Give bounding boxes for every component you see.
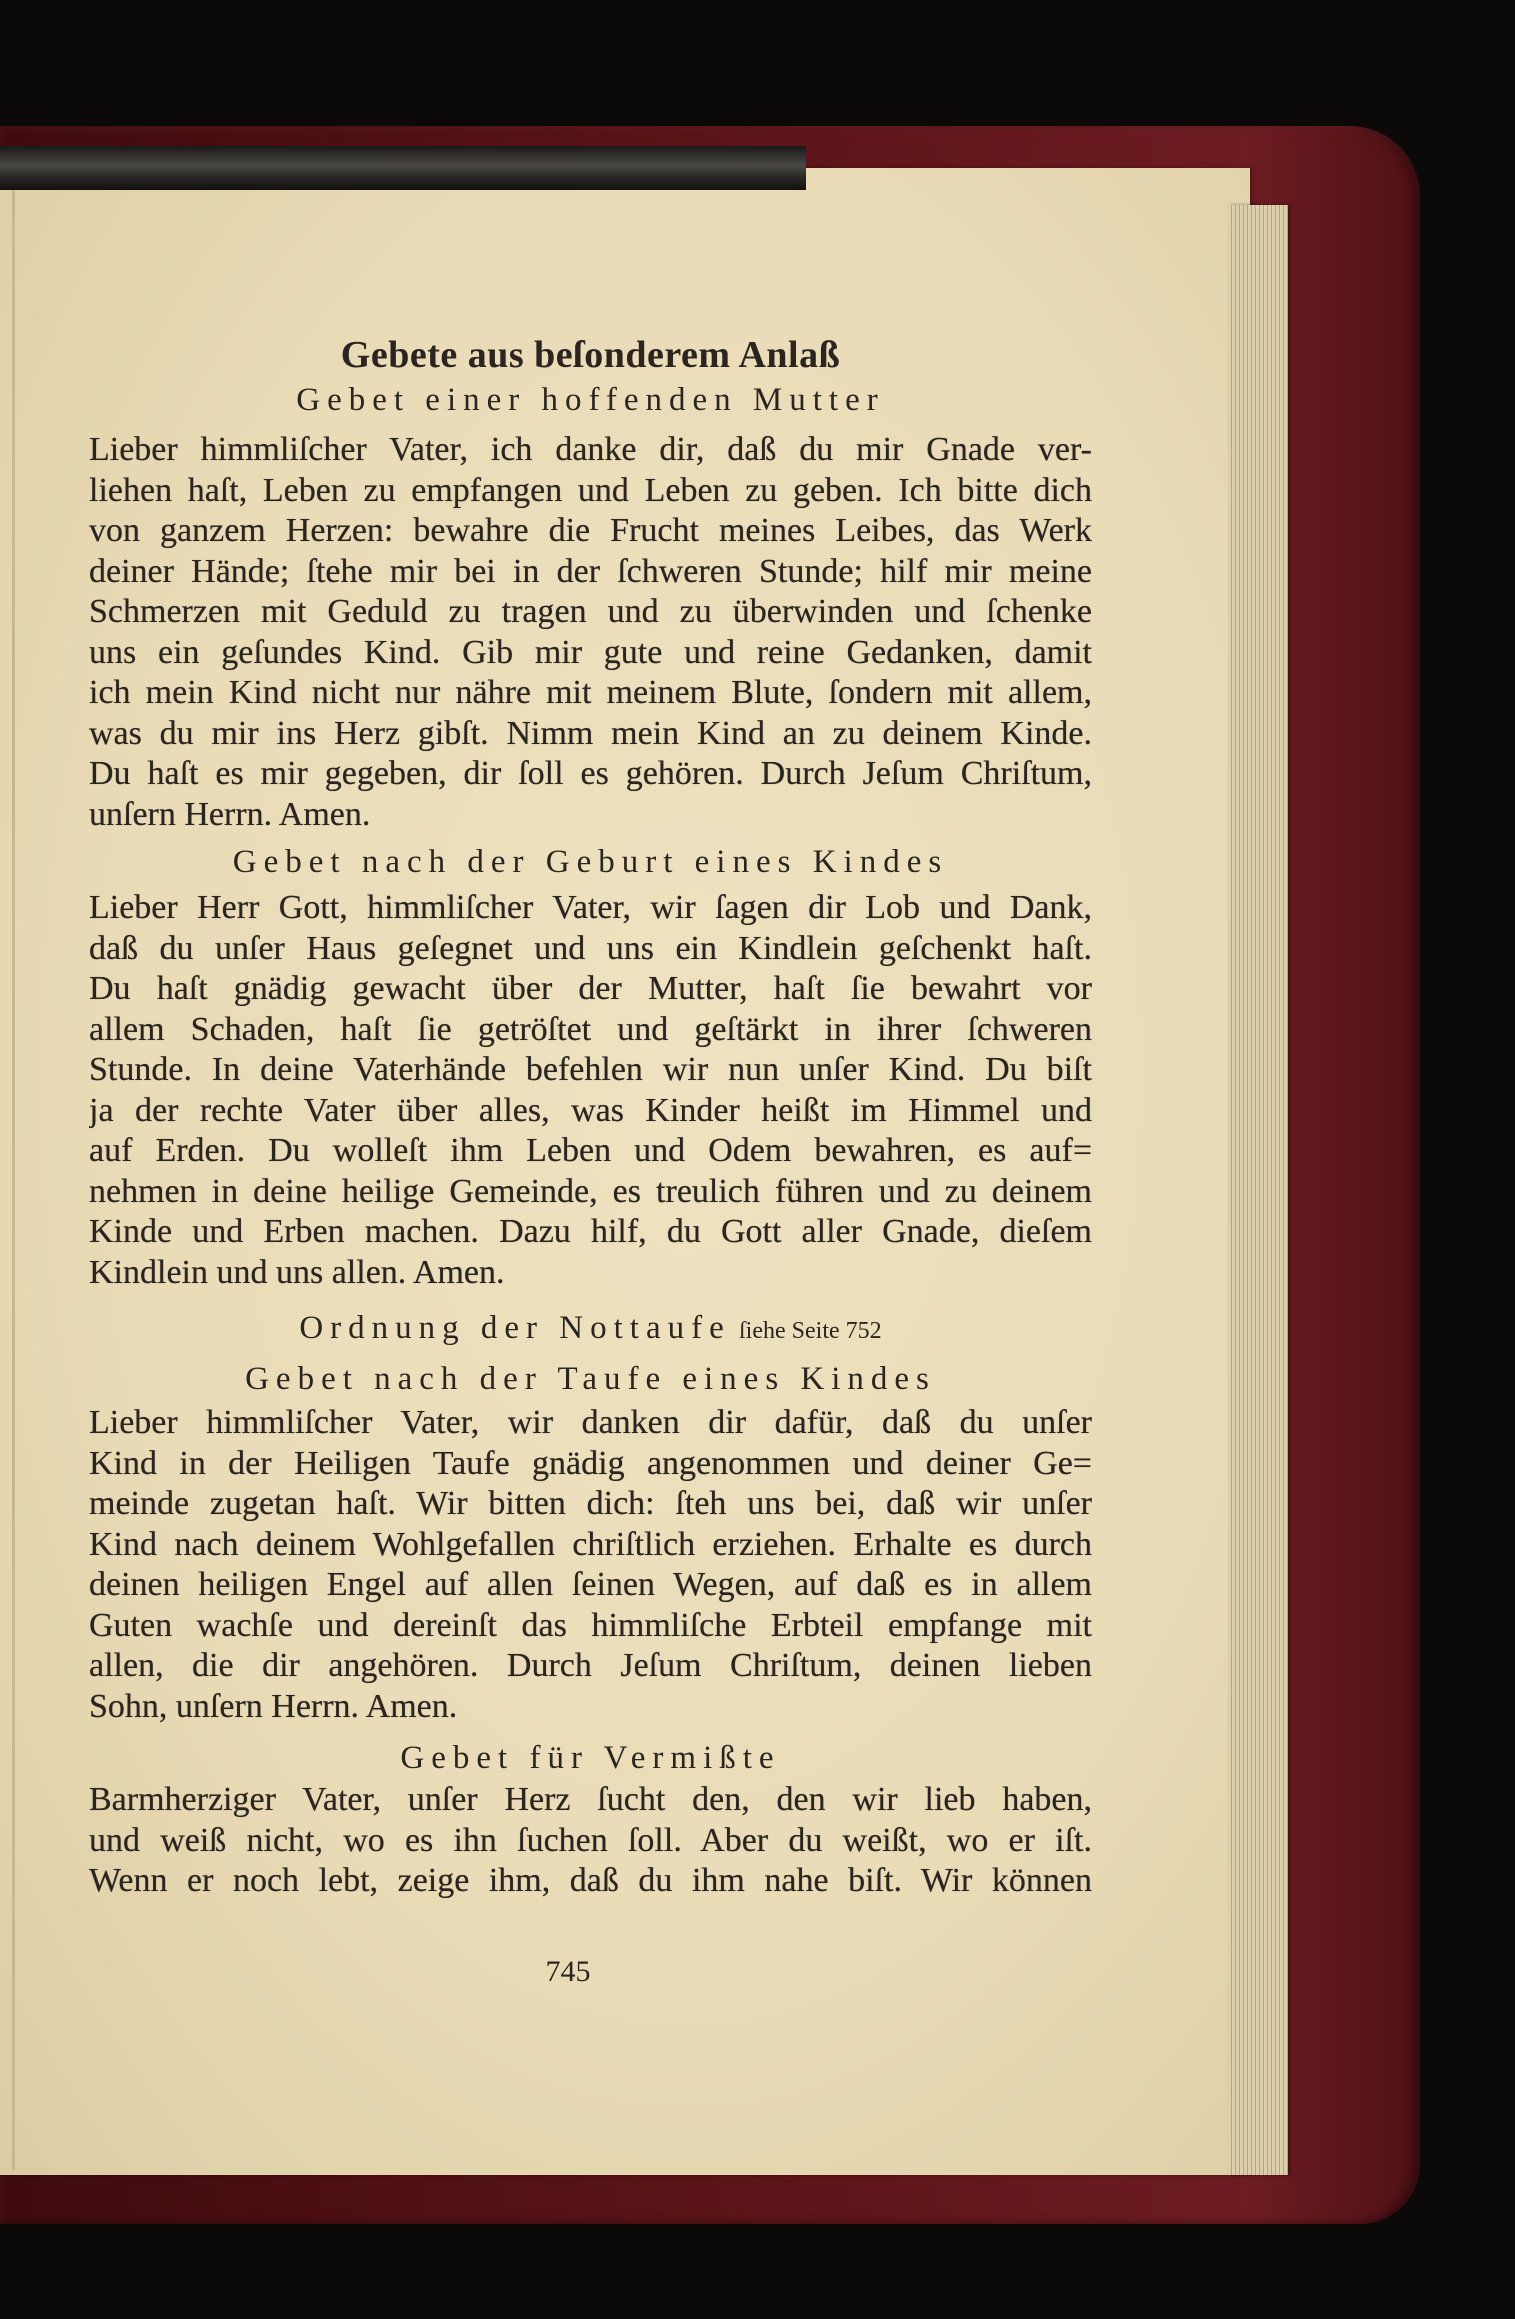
text-line: Kind nach deinem Wohlgefallen chriſtlich erziehen. Erhalte es durch <box>89 1525 1092 1563</box>
text-line: unſern Herrn. Amen. <box>89 795 371 833</box>
section-title <box>89 1738 1092 1779</box>
section-title-text: Gebet nach der Taufe eines Kindes <box>245 1361 936 1397</box>
section-title-block <box>89 380 1092 421</box>
prayer-paragraph <box>89 1403 1092 1727</box>
text-line: uns ein geſundes Kind. Gib mir gute und reine Gedanken, damit <box>89 633 1092 671</box>
text-line: Barmherziger Vater, unſer Herz ſucht den, den wir lieb haben, <box>89 1781 1092 1818</box>
nottaufe-reference <box>89 1308 1092 1349</box>
section-title-text: Gebet einer hoffenden Mutter <box>296 382 885 418</box>
text-line: daß du unſer Haus geſegnet und uns ein Kindlein geſchenkt haſt. <box>89 929 1092 967</box>
page-reference: ſiehe Seite 752 <box>739 1318 882 1344</box>
text-line: meinde zugetan haſt. Wir bitten dich: ſteh uns bei, daß wir unſer <box>89 1485 1092 1522</box>
text-line: Wenn er noch lebt, zeige ihm, daß du ihm nahe biſt. Wir können <box>89 1862 1092 1899</box>
section-title <box>89 1359 1092 1400</box>
text-line: deiner Hände; ſtehe mir bei in der ſchweren Stunde; hilf mir meine <box>89 552 1092 590</box>
page-number: 745 <box>545 1955 591 1988</box>
text-line: ja der rechte Vater über alles, was Kinder heißt im Himmel und <box>89 1091 1092 1129</box>
page-gutter <box>12 190 15 2170</box>
text-line: Lieber Herr Gott, himmliſcher Vater, wir ſagen dir Lob und Dank, <box>89 889 1092 926</box>
text-line: Lieber himmliſcher Vater, wir danken dir dafür, daß du unſer <box>89 1404 1092 1441</box>
section-title-block <box>89 842 1092 883</box>
text-line: was du mir ins Herz gibſt. Nimm mein Kind an zu deinem Kinde. <box>89 714 1092 752</box>
text-line: Kindlein und uns allen. Amen. <box>89 1253 505 1291</box>
text-line: Kind in der Heiligen Taufe gnädig angenommen und deiner Ge= <box>89 1444 1092 1482</box>
text-line: Du haſt es mir gegeben, dir ſoll es gehören. Durch Jeſum Chriſtum, <box>89 755 1092 792</box>
text-line: Stunde. In deine Vaterhände befehlen wir nun unſer Kind. Du biſt <box>89 1051 1092 1088</box>
text-line: von ganzem Herzen: bewahre die Frucht meines Leibes, das Werk <box>89 512 1092 549</box>
section-title-text: Gebet nach der Geburt eines Kindes <box>232 844 949 880</box>
note-text: Ordnung der Nottaufe <box>299 1310 731 1346</box>
text-line: allen, die dir angehören. Durch Jeſum Chriſtum, deinen lieben <box>89 1647 1092 1684</box>
prayer-paragraph <box>89 430 1092 835</box>
section-title <box>89 842 1092 883</box>
text-line: Sohn, unſern Herrn. Amen. <box>89 1687 458 1725</box>
heading-block <box>89 333 1092 377</box>
page-heading: Gebete aus beſonderem Anlaß <box>340 334 841 376</box>
text-line: Du haſt gnädig gewacht über der Mutter, haſt ſie bewahrt vor <box>89 970 1092 1007</box>
section-title-block <box>89 1359 1092 1400</box>
text-line: Lieber himmliſcher Vater, ich danke dir, daß du mir Gnade ver- <box>89 431 1092 468</box>
text-line: deinen heiligen Engel auf allen ſeinen Wegen, auf daß es in allem <box>89 1566 1092 1603</box>
nottaufe-reference-block <box>89 1308 1092 1349</box>
text-line: Kinde und Erben machen. Dazu hilf, du Gott aller Gnade, dieſem <box>89 1213 1092 1250</box>
section-title <box>89 380 1092 421</box>
text-line: nehmen in deine heilige Gemeinde, es treulich führen und zu deinem <box>89 1172 1092 1210</box>
text-line: auf Erden. Du wolleſt ihm Leben und Odem bewahren, es auf= <box>89 1132 1092 1169</box>
prayer-paragraph <box>89 888 1092 1293</box>
section-title-text: Gebet für Vermißte <box>400 1740 781 1776</box>
text-line: Schmerzen mit Geduld zu tragen und zu überwinden und ſchenke <box>89 593 1092 630</box>
text-line: ich mein Kind nicht nur nähre mit meinem Blute, ſondern mit allem, <box>89 674 1092 711</box>
text-line: liehen haſt, Leben zu empfangen und Leben zu geben. Ich bitte dich <box>89 471 1092 509</box>
text-line: Guten wachſe und dereinſt das himmliſche Erbteil empfange mit <box>89 1606 1092 1644</box>
section-title-block <box>89 1738 1092 1779</box>
prayer-paragraph <box>89 1780 1092 1902</box>
text-line: und weiß nicht, wo es ihn ſuchen ſoll. Aber du weißt, wo er iſt. <box>89 1821 1092 1859</box>
page-top-shadow <box>0 146 806 190</box>
text-line: allem Schaden, haſt ſie getröſtet und geſtärkt in ihrer ſchweren <box>89 1010 1092 1048</box>
page-edges <box>1228 205 1288 2175</box>
